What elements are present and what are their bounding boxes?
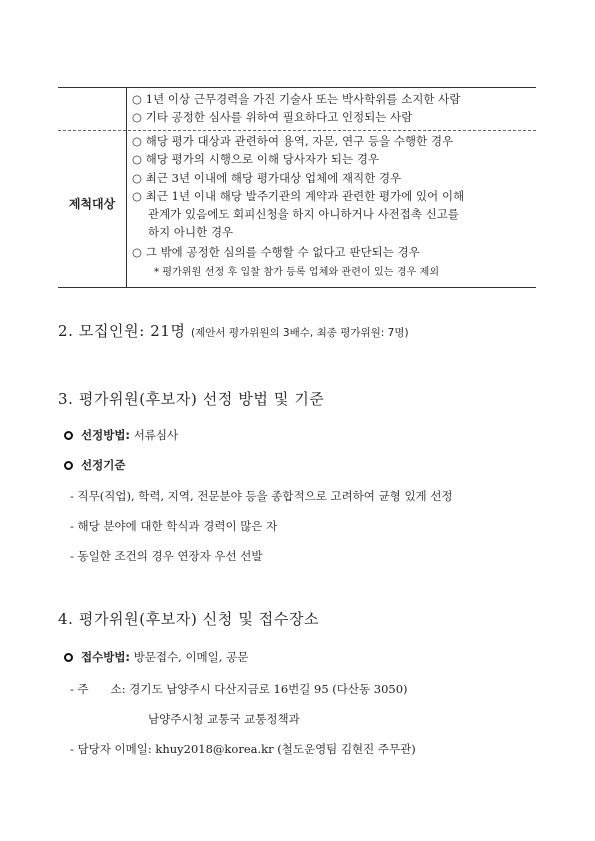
section-3-title: 3. 평가위원(후보자) 선정 방법 및 기준 <box>58 390 325 408</box>
selection-criteria-label: 선정기준 <box>81 458 126 472</box>
criteria-item: - 동일한 조건의 경우 연장자 우선 선발 <box>70 549 263 563</box>
selection-criteria <box>64 457 125 473</box>
table-top-border <box>58 87 536 88</box>
eligibility-table <box>58 87 536 287</box>
selection-method <box>64 427 178 443</box>
criteria-item: - 직무(직업), 학력, 지역, 전문분야 등을 종합적으로 고려하여 균형 있게 선정 <box>70 489 453 503</box>
submission-method-label: 접수방법: <box>81 650 131 664</box>
table-row: ○ 1년 이상 근무경력을 가진 기술사 또는 박사학위를 소지한 사람 <box>132 92 461 106</box>
section-4-title: 4. 평가위원(후보자) 신청 및 접수장소 <box>58 610 320 628</box>
circle-bullet-icon <box>64 431 73 440</box>
address-line-2: 남양주시청 교통국 교통정책과 <box>148 712 300 726</box>
table-note: * 평가위원 선정 후 입찰 참가 등록 업체와 관련이 있는 경우 제외 <box>154 267 440 278</box>
section-2-title: 2. 모집인원: 21명 <box>58 322 186 340</box>
table-row: ○ 그 밖에 공정한 심의를 수행할 수 없다고 판단되는 경우 <box>132 245 420 259</box>
section-2-subtitle: (제안서 평가위원의 3배수, 최종 평가위원: 7명) <box>191 327 409 339</box>
section-2-heading <box>58 320 409 341</box>
table-row: 하지 아니한 경우 <box>148 225 234 239</box>
criteria-item: - 해당 분야에 대한 학식과 경력이 많은 자 <box>70 519 278 533</box>
circle-bullet-icon <box>64 653 73 662</box>
table-row: ○ 기타 공정한 심사를 위하여 필요하다고 인정되는 사람 <box>132 110 413 124</box>
table-row: ○ 해당 평가의 시행으로 이해 당사자가 되는 경우 <box>132 152 380 166</box>
contact-email-row: - 담당자 이메일: khuy2018@korea.kr (철도운영팀 김현진 주무관) <box>70 742 416 756</box>
table-row: ○ 해당 평가 대상과 관련하여 용역, 자문, 연구 등을 수행한 경우 <box>132 134 454 148</box>
table-row-divider <box>58 130 536 131</box>
address-label: - 주 소: <box>70 682 126 696</box>
selection-method-value: 서류심사 <box>133 428 179 442</box>
address-row <box>70 681 408 697</box>
table-row: ○ 최근 3년 이내에 해당 평가대상 업체에 재직한 경우 <box>132 171 402 185</box>
table-bottom-border <box>58 287 536 288</box>
table-row: ○ 최근 1년 이내 해당 발주기관의 계약과 관련한 평가에 있어 이해 <box>132 189 465 203</box>
table-column-divider <box>126 87 127 287</box>
table-row: 관계가 있음에도 회피신청을 하지 아니하거나 사전접촉 신고를 <box>148 207 460 221</box>
submission-method <box>64 649 248 665</box>
address-line-1: 경기도 남양주시 다산지금로 16번길 95 (다산동 3050) <box>129 682 408 696</box>
exclusion-label: 제척대상 <box>68 197 116 211</box>
submission-method-value: 방문접수, 이메일, 공문 <box>133 650 249 664</box>
selection-method-label: 선정방법: <box>81 428 131 442</box>
circle-bullet-icon <box>64 461 73 470</box>
